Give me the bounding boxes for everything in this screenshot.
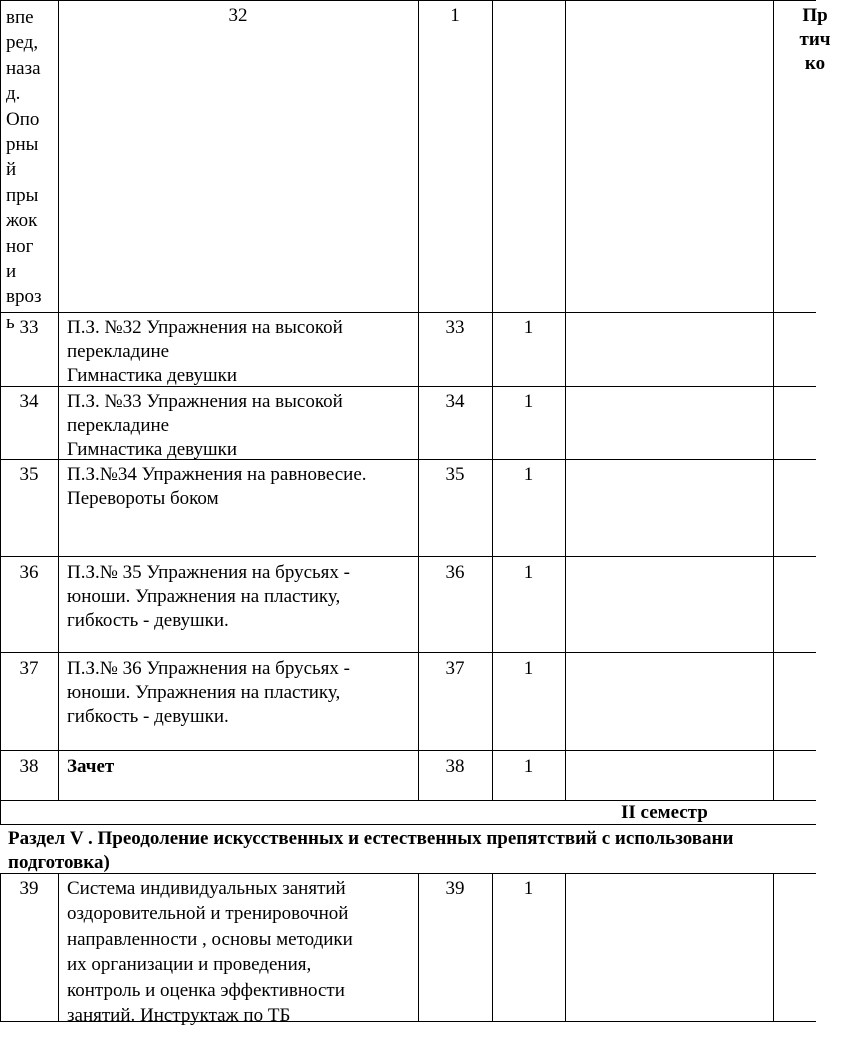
text-line: ко [804, 53, 826, 74]
cell-lesson-number: 35 [445, 464, 465, 485]
column-border [565, 0, 566, 800]
cell-lesson-number: 32 [228, 5, 248, 26]
row-border [0, 556, 816, 557]
cell-lesson-number: 38 [445, 756, 465, 777]
cell-hours: 1 [523, 756, 534, 777]
cell-row-number: 35 [19, 464, 39, 485]
cell-topic [67, 561, 350, 633]
text-line: подготовка) [8, 852, 110, 873]
cell-row-number: 34 [19, 391, 39, 412]
text-line: перекладине [67, 341, 170, 362]
cell-hours: 1 [523, 562, 534, 583]
text-line: оздоровительной и тренировочной [67, 903, 349, 925]
cell-hours: 1 [450, 5, 460, 26]
row-border [0, 312, 816, 313]
cell-lesson-number: 36 [445, 562, 465, 583]
text-line: Зачет [67, 756, 115, 777]
row-border [0, 652, 816, 653]
text-line: Гимнастика девушки [67, 439, 238, 460]
text-line: жок [6, 210, 38, 232]
column-border [773, 873, 774, 1022]
semester-heading: II семестр [621, 802, 708, 823]
cell-row-number: 33 [19, 317, 39, 338]
text-line: направленности , основы методики [67, 928, 353, 950]
text-line: д. [6, 83, 21, 105]
cell-hours: 1 [523, 658, 534, 679]
text-line: вроз [6, 286, 42, 308]
cell-row-number: 38 [19, 756, 39, 777]
cell-lesson-number: 33 [445, 317, 465, 338]
cell-topic [67, 390, 343, 462]
cell-hours: 1 [523, 391, 534, 412]
text-line: П.З.№ 36 Упражнения на брусьях - [67, 658, 350, 679]
text-line: Гимнастика девушки [67, 365, 238, 386]
text-line: контроль и оценка эффективности [67, 979, 345, 1001]
text-line: Система индивидуальных занятий [67, 878, 346, 899]
text-line: перекладине [67, 415, 170, 436]
text-line: и [6, 261, 17, 283]
cell-topic-fragment [6, 5, 41, 335]
text-line: впе [6, 7, 34, 28]
text-line: тич [799, 29, 831, 50]
text-line: наза [6, 57, 41, 79]
text-line: Пр [802, 5, 828, 26]
cell-topic [67, 876, 353, 1028]
cell-lesson-number: 39 [445, 878, 465, 899]
text-line: рны [6, 134, 39, 156]
text-line: юноши. Упражнения на пластику, [67, 682, 341, 703]
cell-topic [67, 316, 343, 388]
section-heading [8, 827, 733, 875]
text-line: пры [6, 184, 39, 206]
column-border [773, 0, 774, 800]
cell-hours: 1 [523, 878, 534, 899]
text-line: гибкость - девушки. [67, 706, 229, 727]
row-border [0, 0, 816, 1]
cell-topic [67, 755, 114, 779]
cell-topic [67, 657, 350, 729]
cell-row-number: 39 [19, 878, 39, 899]
row-border [0, 750, 816, 751]
text-line: П.З.№ 35 Упражнения на брусьях - [67, 562, 350, 583]
text-line: гибкость - девушки. [67, 610, 229, 631]
text-line: занятий. Инструктаж по ТБ [67, 1005, 291, 1027]
text-line: П.З. №32 Упражнения на высокой [67, 317, 343, 338]
cell-type-fragment [785, 4, 845, 76]
column-border [565, 873, 566, 1022]
cell-lesson-number: 34 [445, 391, 465, 412]
cell-hours: 1 [523, 464, 534, 485]
cell-hours: 1 [523, 317, 534, 338]
column-border [58, 0, 59, 800]
text-line: Раздел V . Преодоление искусственных и естественных препятствий с использовани [8, 828, 734, 849]
text-line: юноши. Упражнения на пластику, [67, 586, 341, 607]
text-line: П.З.№34 Упражнения на равновесие. [67, 464, 367, 485]
cell-topic [67, 463, 367, 511]
text-line: Перевороты боком [67, 488, 219, 509]
text-line: Опо [6, 108, 40, 130]
cell-lesson-number: 37 [445, 658, 465, 679]
text-line: П.З. №33 Упражнения на высокой [67, 391, 343, 412]
cell-row-number: 37 [19, 658, 39, 679]
cell-row-number: 36 [19, 562, 39, 583]
text-line: их организации и проведения, [67, 954, 312, 976]
text-line: ь [6, 311, 15, 333]
text-line: й [6, 159, 17, 181]
text-line: ног [6, 235, 34, 257]
column-border [58, 873, 59, 1022]
text-line: ред, [6, 32, 39, 54]
